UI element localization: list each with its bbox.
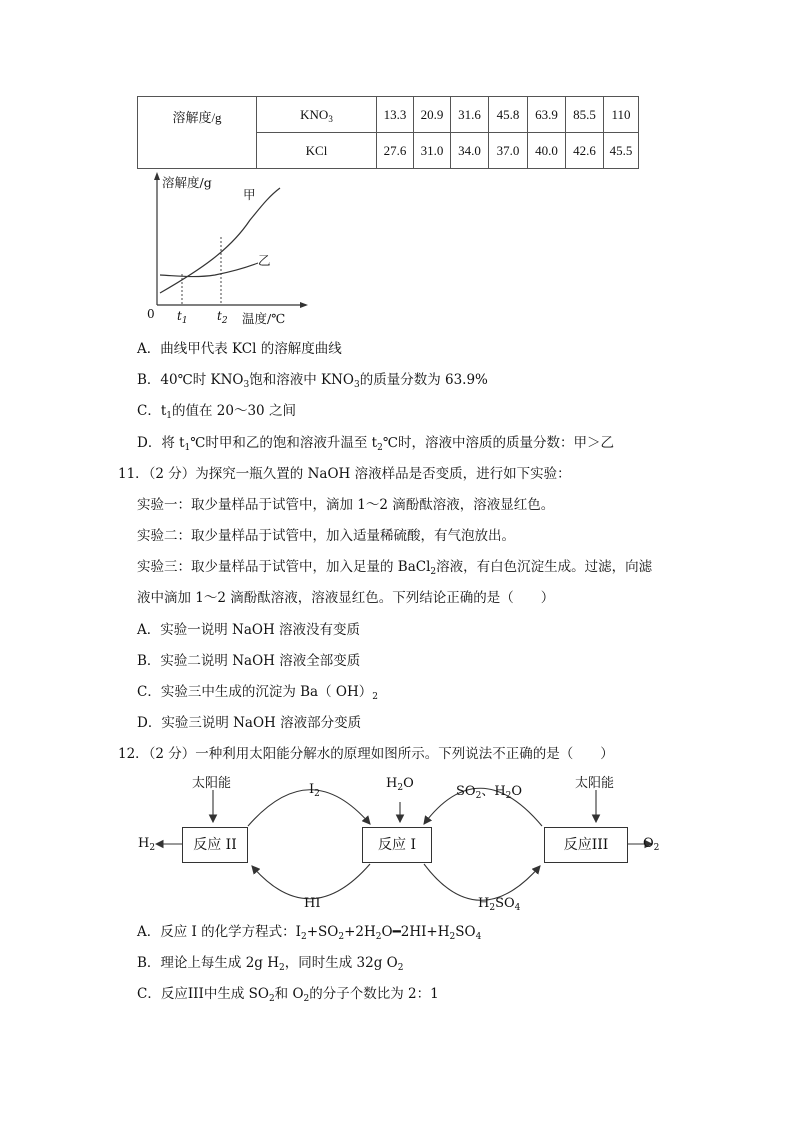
- t2-label: $t_2$: [217, 309, 228, 326]
- table-cell: 31.0: [414, 133, 451, 169]
- q11-option-c: C．实验三中生成的沉淀为 Ba（ $OH)_2$: [137, 684, 378, 702]
- q11-option-a: A．实验一说明 NaOH 溶液没有变质: [137, 622, 361, 638]
- table-cell: 27.6: [377, 133, 414, 169]
- q12-option-a: A．反应 I 的化学方程式：$I_2+SO_2+2H_2O━2HI+H_2SO_4$: [137, 924, 482, 942]
- q12-option-b: B．理论上每生成 2g $H_2$，同时生成 32g $O_2$: [137, 955, 404, 973]
- table-cell: 34.0: [451, 133, 489, 169]
- table-cell: 63.9: [528, 97, 566, 133]
- reaction-2-box: 反应 II: [182, 827, 248, 863]
- q11-option-b: B．实验二说明 NaOH 溶液全部变质: [137, 653, 361, 669]
- q11-exp1: 实验一：取少量样品于试管中，滴加 1～2 滴酚酞溶液，溶液显红色。: [137, 497, 555, 513]
- q11-stem: 11．（2 分）为探究一瓶久置的 NaOH 溶液样品是否变质，进行如下实验：: [118, 466, 571, 482]
- graph-svg: [140, 170, 310, 330]
- table-cell: 110: [604, 97, 639, 133]
- curve-yi: [160, 263, 258, 277]
- row-name-kno3: $KNO_3$: [257, 97, 377, 133]
- q11-exp3: 实验三：取少量样品于试管中，加入足量的 BaCl$_2$溶液，有白色沉淀生成。过滤，向滤: [137, 559, 653, 577]
- curve-b-label: 乙: [258, 253, 271, 268]
- q11-exp2: 实验二：取少量样品于试管中，加入适量稀硫酸，有气泡放出。: [137, 528, 515, 544]
- reaction-1-box: 反应 I: [362, 827, 432, 863]
- i2-label: $I_2$: [309, 782, 320, 799]
- reaction-3-box: 反应III: [544, 827, 628, 863]
- table-cell: 42.6: [566, 133, 604, 169]
- curve-jia: [160, 188, 280, 293]
- table-cell: 40.0: [528, 133, 566, 169]
- solubility-graph: [140, 170, 310, 330]
- table-cell: 37.0: [489, 133, 528, 169]
- table-cell: 31.6: [451, 97, 489, 133]
- curve-a-label: 甲: [243, 187, 256, 202]
- row-name-kcl: KCl: [257, 133, 377, 169]
- so2-h2o-label: $SO_2$、$H_2O$: [456, 784, 523, 801]
- q10-option-c: C．$t_1$的值在 20～30 之间: [137, 403, 296, 421]
- sun-label-right: 太阳能: [575, 776, 615, 791]
- q11-exp3-line2: 液中滴加 1～2 滴酚酞溶液，溶液显红色。下列结论正确的是（ ）: [137, 590, 555, 606]
- table-cell: 85.5: [566, 97, 604, 133]
- h2-product: $H_2$: [138, 836, 156, 853]
- table-cell: 13.3: [377, 97, 414, 133]
- row-header: 溶解度/g: [138, 97, 257, 169]
- water-splitting-diagram: [130, 768, 670, 918]
- h2so4-label: $H_2SO_4$: [478, 896, 521, 913]
- table-cell: 45.8: [489, 97, 528, 133]
- q10-option-d: D．将 $t_1℃$时甲和乙的饱和溶液升温至 $t_2℃$时，溶液中溶质的质量分数：甲＞乙: [137, 435, 614, 453]
- q10-option-a: A．曲线甲代表 KCl 的溶解度曲线: [137, 341, 342, 357]
- graph-origin: 0: [147, 307, 155, 321]
- q11-option-d: D．实验三说明 NaOH 溶液部分变质: [137, 715, 362, 731]
- q12-option-c: C．反应III中生成 $SO_2$和 $O_2$的分子个数比为 2：1: [137, 986, 439, 1004]
- hi-label: HI: [304, 896, 321, 911]
- graph-xlabel: 温度/℃: [242, 311, 286, 326]
- q10-option-b: B．40℃时 $KNO_3$饱和溶液中 $KNO_3$的质量分数为 63.9%: [137, 372, 488, 390]
- t1-label: $t_1$: [177, 309, 188, 326]
- sun-label-left: 太阳能: [192, 776, 232, 791]
- q12-stem: 12．（2 分）一种利用太阳能分解水的原理如图所示。下列说法不正确的是（ ）: [118, 746, 614, 762]
- table-row: [138, 97, 639, 133]
- table-cell: 20.9: [414, 97, 451, 133]
- graph-ylabel: 溶解度/g: [162, 175, 212, 190]
- o2-product: $O_2$: [643, 836, 660, 853]
- solubility-table: [137, 96, 639, 169]
- h2o-input: $H_2O$: [386, 776, 414, 793]
- table-cell: 45.5: [604, 133, 639, 169]
